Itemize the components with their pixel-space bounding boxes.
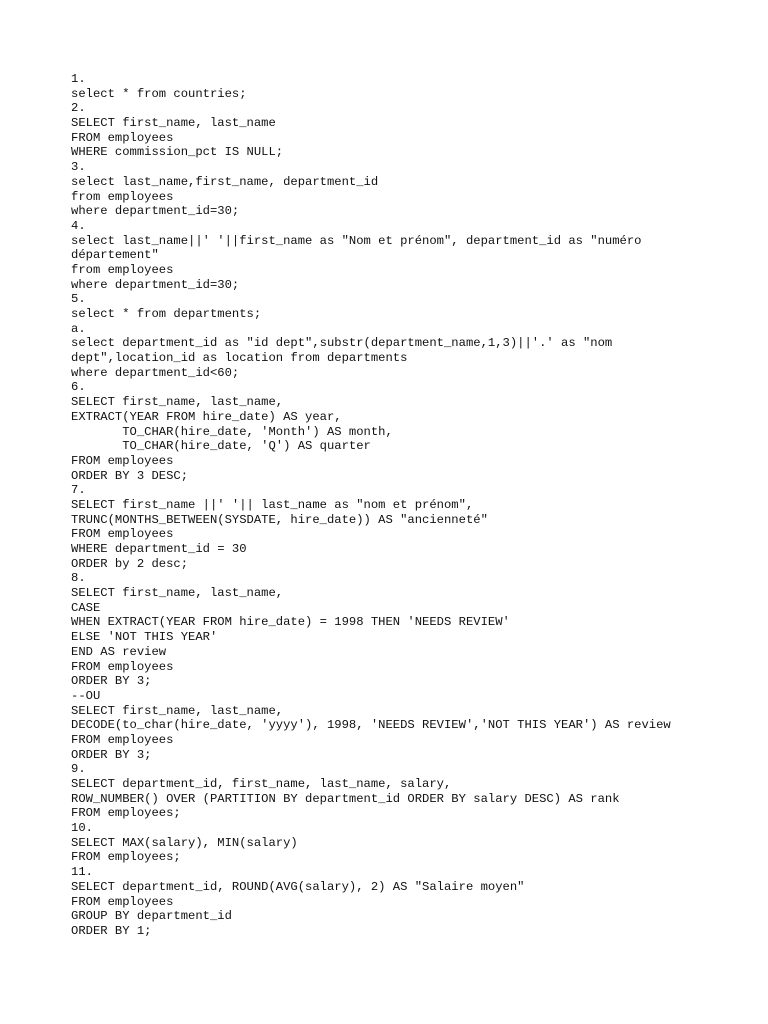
code-line: FROM employees xyxy=(71,453,174,468)
code-line: FROM employees; xyxy=(71,806,181,821)
code-line: ORDER by 2 desc; xyxy=(71,556,189,571)
code-line: FROM employees; xyxy=(71,850,181,865)
code-line: FROM employees xyxy=(71,894,174,909)
code-line: 7. xyxy=(71,483,86,498)
code-line: from employees xyxy=(71,189,174,204)
code-line: TRUNC(MONTHS_BETWEEN(SYSDATE, hire_date)) AS "ancienneté" xyxy=(71,512,488,527)
code-line: GROUP BY department_id xyxy=(71,909,232,924)
code-line: ELSE 'NOT THIS YEAR' xyxy=(71,630,218,645)
code-line: select last_name,first_name, department_id xyxy=(71,174,379,189)
code-line: EXTRACT(YEAR FROM hire_date) AS year, xyxy=(71,409,342,424)
code-line: 11. xyxy=(71,865,93,880)
code-line: --OU xyxy=(71,688,101,703)
code-line: FROM employees xyxy=(71,659,174,674)
code-line: WHEN EXTRACT(YEAR FROM hire_date) = 1998 THEN 'NEEDS REVIEW' xyxy=(71,615,510,630)
code-line: 10. xyxy=(71,821,93,836)
code-line: END AS review xyxy=(71,644,167,659)
code-line: SELECT department_id, ROUND(AVG(salary), 2) AS "Salaire moyen" xyxy=(71,879,525,894)
code-line: 8. xyxy=(71,571,86,586)
code-line: 5. xyxy=(71,292,86,307)
code-line: 4. xyxy=(71,218,86,233)
code-line: dept",location_id as location from departments xyxy=(71,351,408,366)
code-line: SELECT department_id, first_name, last_name, salary, xyxy=(71,777,452,791)
code-line: select * from countries; xyxy=(71,86,247,101)
code-line: SELECT MAX(salary), MIN(salary) xyxy=(71,835,298,850)
code-line: where department_id<60; xyxy=(71,365,240,380)
code-line: where department_id=30; xyxy=(71,204,240,219)
code-line: WHERE department_id = 30 xyxy=(71,542,247,556)
code-line: where department_id=30; xyxy=(71,277,240,292)
code-line: WHERE commission_pct IS NULL; xyxy=(71,145,284,160)
code-line: select * from departments; xyxy=(71,307,262,321)
code-line: FROM employees xyxy=(71,130,174,145)
code-line: ORDER BY 3 DESC; xyxy=(71,468,189,483)
code-line: SELECT first_name, last_name, xyxy=(71,395,284,410)
code-line: département" xyxy=(71,248,159,263)
code-line: select department_id as "id dept",substr(department_name,1,3)||'.' as "nom xyxy=(71,336,613,351)
code-line: 2. xyxy=(71,101,86,116)
document-page xyxy=(71,72,731,939)
code-line: ORDER BY 1; xyxy=(71,923,152,938)
code-line: 6. xyxy=(71,380,86,395)
code-line: select last_name||' '||first_name as "Nom et prénom", department_id as "numéro xyxy=(71,233,642,248)
code-line: SELECT first_name, last_name xyxy=(71,116,276,131)
code-line: ORDER BY 3; xyxy=(71,674,152,689)
code-line: from employees xyxy=(71,262,174,277)
code-line: SELECT first_name, last_name, xyxy=(71,586,284,601)
code-line: ORDER BY 3; xyxy=(71,747,152,762)
code-line: 1. xyxy=(71,72,86,86)
code-line: SELECT first_name, last_name, xyxy=(71,703,284,718)
code-line: 3. xyxy=(71,160,86,175)
code-line: a. xyxy=(71,321,86,336)
sql-code-body xyxy=(71,72,731,939)
code-line: SELECT first_name ||' '|| last_name as "nom et prénom", xyxy=(71,497,474,512)
code-line: TO_CHAR(hire_date, 'Q') AS quarter xyxy=(71,439,371,454)
code-line: FROM employees xyxy=(71,527,174,542)
code-line: DECODE(to_char(hire_date, 'yyyy'), 1998, 'NEEDS REVIEW','NOT THIS YEAR') AS review xyxy=(71,718,671,733)
code-line: FROM employees xyxy=(71,732,174,747)
code-line: TO_CHAR(hire_date, 'Month') AS month, xyxy=(71,424,393,439)
code-line: CASE xyxy=(71,600,101,615)
code-line: 9. xyxy=(71,762,86,777)
code-line: ROW_NUMBER() OVER (PARTITION BY department_id ORDER BY salary DESC) AS rank xyxy=(71,791,620,806)
